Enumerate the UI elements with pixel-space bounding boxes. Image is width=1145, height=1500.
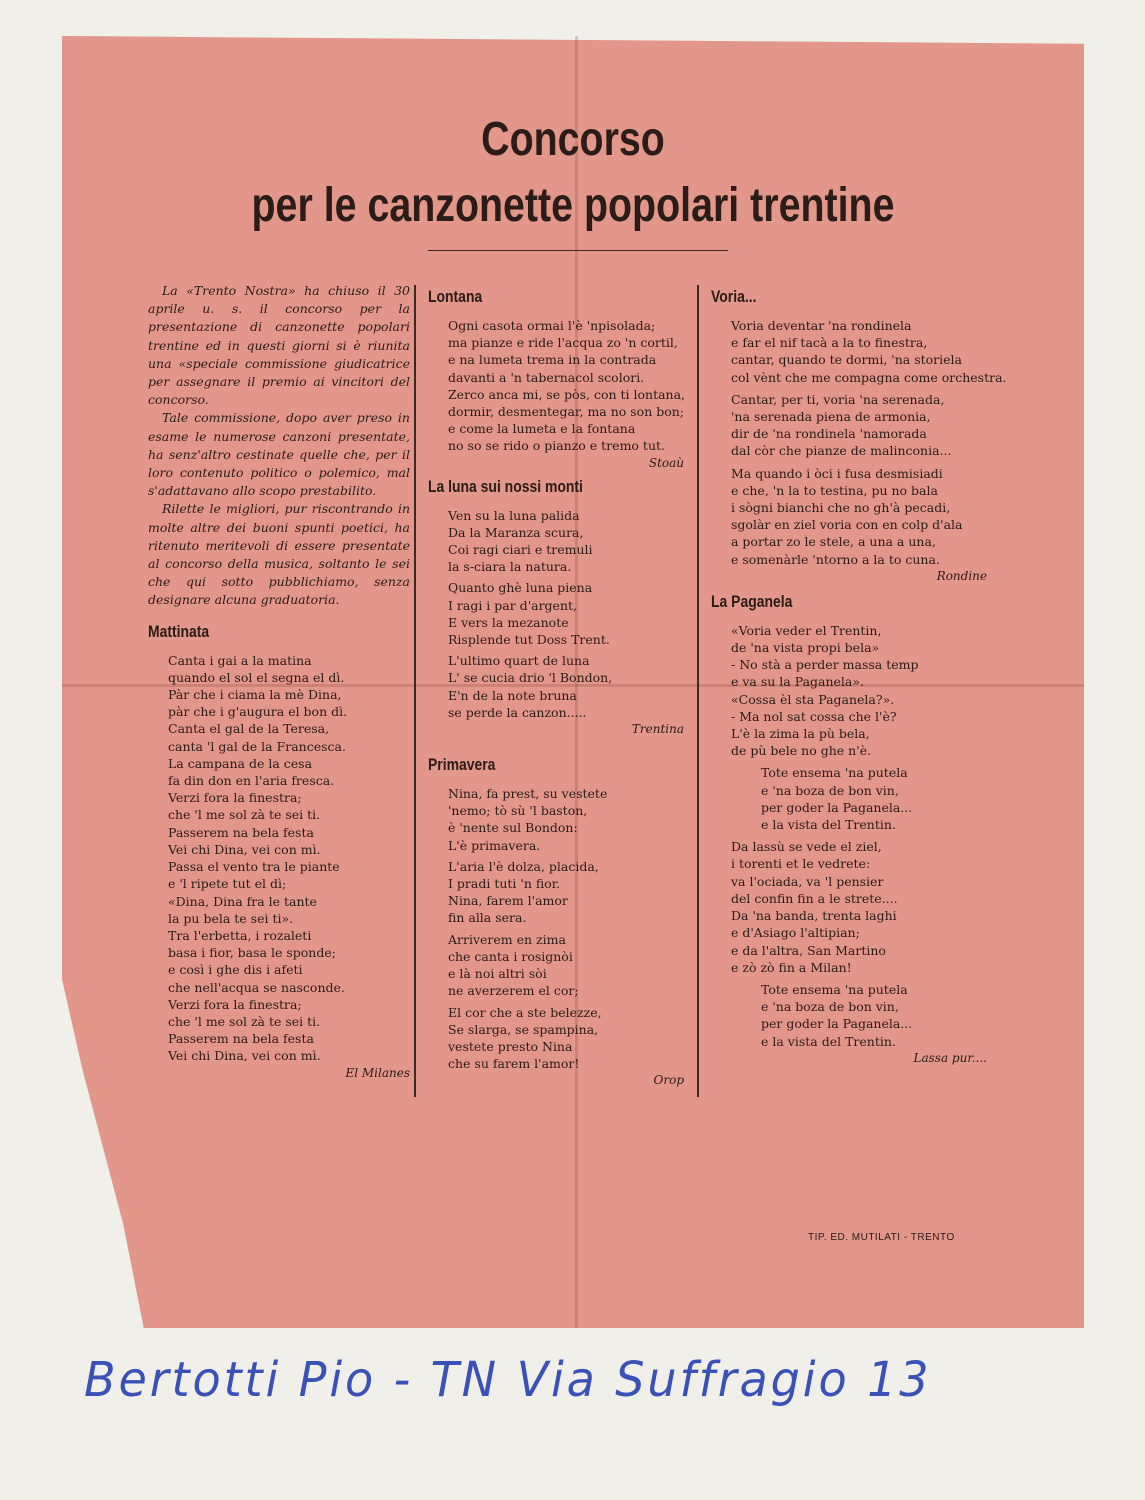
verse-line: e 'na boza de bon vin, [761, 999, 899, 1015]
verse-line: no so se rido o pianzo e tremo tut. [448, 438, 665, 454]
verse-line: E'n de la note bruna [448, 687, 577, 703]
verse-line: i sògni bianchi che no gh'à pecadi, [731, 500, 951, 516]
intro-paragraph: Rilette le migliori, pur riscontrando in molte altre dei buoni spunti poetici, ha ritenuto meritevoli di essere presentate al concorso della musica, soltanto le sei che qui sotto pubblichiamo, senza designare alcuna graduatoria. [148, 501, 410, 608]
verse-line: «Dina, Dina fra le tante [168, 893, 317, 909]
verse-line: per goder la Paganela... [761, 799, 913, 815]
poem-author: Stoaù [648, 455, 684, 470]
poem-title: Mattinata [148, 621, 210, 641]
verse-line: e 'na boza de bon vin, [761, 782, 899, 798]
verse-line: dal còr che pianze de malinconia... [731, 443, 952, 459]
column-divider-left [414, 285, 416, 1097]
verse-line: Da la Maranza scura, [448, 524, 584, 540]
verse-line: Pàr che i ciama la mè Dina, [168, 687, 342, 703]
verse-line: ne averzerem el cor; [448, 983, 579, 999]
verse-line: «Cossa èl sta Paganela?». [731, 691, 895, 707]
verse-line: Risplende tut Doss Trent. [448, 632, 610, 648]
verse-line: col vènt che me compagna come orchestra. [731, 369, 1007, 385]
stanza [428, 1004, 684, 1073]
title-rule [428, 250, 728, 251]
column-divider-right [697, 285, 699, 1097]
verse-line: Nina, farem l'amor [448, 893, 568, 909]
poem-title: La luna sui nossi monti [428, 476, 583, 496]
verse-line: Verzi fora la finestra; [168, 996, 302, 1012]
verse-line: vestete presto Nina [448, 1038, 573, 1054]
stanza [711, 465, 987, 568]
stanza [148, 927, 410, 996]
verse-line: del confin fin a le strete.... [731, 890, 898, 906]
poem-author: El Milanes [345, 1065, 410, 1080]
verse-line: che 'l me sol zà te sei ti. [168, 1013, 321, 1029]
verse-line: dir de 'na rondinela 'namorada [731, 426, 927, 442]
verse-line: che su farem l'amor! [448, 1056, 580, 1072]
stanza [711, 981, 987, 1050]
verse-line: Voria deventar 'na rondinela [731, 318, 912, 333]
verse-line: davanti a 'n tabernacol scolori. [448, 369, 645, 385]
verse-line: e 'l ripete tut el dì; [168, 876, 287, 892]
verse-line: I pradi tuti 'n fior. [448, 876, 561, 892]
verse-line: Passa el vento tra le piante [168, 859, 340, 875]
verse-line: Nina, fa prest, su vestete [448, 786, 608, 802]
verse-line: è 'nente sul Bondon: [448, 820, 578, 836]
poem-title: Primavera [428, 755, 496, 775]
stanza [711, 838, 987, 976]
verse-line: Tote ensema 'na putela [761, 981, 908, 997]
verse-line: e na lumeta trema in la contrada [448, 352, 657, 368]
verse-line: - Ma nol sat cossa che l'è? [731, 708, 897, 724]
poem [428, 755, 684, 1088]
verse-line: La campana de la cesa [168, 755, 313, 771]
stanza [428, 652, 684, 721]
poem-author: Trentina [631, 722, 684, 737]
verse-line: e la vista del Trentin. [761, 1033, 896, 1049]
poem-author: Rondine [936, 568, 987, 583]
verse-line: sgolàr en ziel voria con en colp d'ala [731, 517, 963, 533]
poem [711, 287, 1007, 584]
verse-line: dormir, desmentegar, ma no son bon; [448, 404, 685, 420]
stanza [148, 789, 410, 858]
verse-line: se perde la canzon..... [448, 704, 587, 720]
verse-line: L'ultimo quart de luna [448, 653, 590, 669]
verse-line: e da l'altra, San Martino [731, 942, 886, 958]
title-line-2: per le canzonette popolari trentine [251, 179, 895, 232]
verse-line: per goder la Paganela... [761, 1016, 913, 1032]
verse-line: Zerco anca mi, se pòs, con ti lontana, [448, 386, 686, 402]
verse-line: de pù bele no ghe n'è. [731, 743, 871, 759]
poem-author: Orop [653, 1073, 684, 1088]
verse-line: de 'na vista propi bela» [731, 640, 880, 656]
poem-title: La Paganela [711, 591, 793, 611]
verse-line: e come la lumeta e la fontana [448, 421, 636, 437]
title-line-1: Concorso [481, 113, 665, 166]
verse-line: ma pianze e ride l'acqua zo 'n cortil, [448, 335, 678, 351]
verse-line: Passerem na bela festa [168, 824, 314, 840]
verse-line: i torenti et le vedrete: [731, 856, 871, 872]
verse-line: che canta i rosignòi [448, 948, 573, 964]
stanza [428, 858, 684, 927]
stanza [428, 579, 684, 648]
verse-line: e che, 'n la to testina, pu no bala [731, 482, 938, 498]
verse-line: Verzi fora la finestra; [168, 790, 302, 806]
stanza [148, 652, 410, 790]
poem [428, 477, 684, 737]
verse-line: L'aria l'è dolza, placida, [448, 858, 599, 874]
poem [148, 622, 410, 1081]
stanza [711, 764, 987, 833]
verse-line: Tote ensema 'na putela [761, 765, 908, 781]
stanza [428, 507, 684, 576]
poem-title: Voria... [711, 287, 757, 306]
verse-line: canta 'l gal de la Francesca. [168, 738, 346, 754]
column-left [148, 282, 410, 1081]
verse-line: pàr che i g'augura el bon dì. [168, 704, 348, 720]
verse-line: Arriverem en zima [448, 931, 566, 947]
verse-line: va l'ociada, va 'l pensier [731, 873, 884, 889]
poem-author: Lassa pur.... [913, 1050, 987, 1065]
stanza [148, 996, 410, 1065]
verse-line: e la vista del Trentin. [761, 817, 896, 833]
stanza [428, 317, 684, 455]
poem [711, 592, 987, 1066]
stanza [711, 622, 987, 760]
stanza [428, 785, 684, 854]
verse-line: fin alla sera. [448, 910, 527, 926]
verse-line: basa i fior, basa le sponde; [168, 945, 336, 961]
verse-line: e così i ghe dis i afeti [168, 962, 303, 978]
verse-line: e d'Asiago l'altipian; [731, 925, 860, 941]
verse-line: Passerem na bela festa [168, 1031, 314, 1047]
verse-line: cantar, quando te dormi, 'na storiela [731, 352, 962, 368]
stanza [428, 931, 684, 1000]
verse-line: a portar zo le stele, a una a una, [731, 534, 936, 550]
verse-line: che nell'acqua se nasconde. [168, 979, 345, 995]
verse-line: Da 'na banda, trenta laghi [731, 908, 897, 924]
intro-paragraph: Tale commissione, dopo aver preso in esame le numerose canzoni presentate, ha senz'altro cestinate quelle che, per il loro contenuto politico o polemico, mal s'adattavano allo scopo prestabilito. [148, 410, 410, 499]
verse-line: Coi ragi ciari e tremuli [448, 542, 593, 558]
verse-line: che 'l me sol zà te sei ti. [168, 807, 321, 823]
verse-line: El cor che a ste belezze, [448, 1004, 602, 1020]
verse-line: - No stà a perder massa temp [731, 657, 919, 673]
verse-line: I ragi i par d'argent, [448, 597, 577, 613]
verse-line: L'è la zima la pù bela, [731, 726, 870, 742]
verse-line: Ogni casota ormai l'è 'npisolada; [448, 318, 656, 333]
printer-credit: TIP. ED. MUTILATI - TRENTO [808, 1232, 955, 1243]
verse-line: Ven su la luna palida [448, 507, 580, 523]
poem-title: Lontana [428, 287, 483, 306]
verse-line: Canta i gai a la matina [168, 652, 312, 668]
stanza [148, 858, 410, 927]
verse-line: quando el sol el segna el dì. [168, 669, 345, 685]
verse-line: «Voria veder el Trentin, [731, 622, 882, 638]
verse-line: Ma quando i òci i fusa desmisiadi [731, 465, 943, 481]
verse-line: Canta el gal de la Teresa, [168, 721, 330, 737]
verse-line: Quanto ghè luna piena [448, 580, 593, 596]
poem [428, 287, 684, 471]
verse-line: L'è primavera. [448, 837, 541, 853]
stanza [711, 391, 987, 460]
verse-line: Vei chi Dina, vei con mì. [168, 1048, 321, 1064]
verse-line: fa din don en l'aria fresca. [168, 773, 335, 789]
verse-line: Vei chi Dina, vei con mì. [168, 841, 321, 857]
column-right [711, 287, 1007, 1066]
verse-line: E vers la mezanote [448, 614, 569, 630]
verse-line: 'nemo; tò sù 'l baston, [448, 803, 588, 819]
verse-line: la s-ciara la natura. [448, 559, 572, 575]
verse-line: e far el nif tacà a la to finestra, [731, 335, 928, 351]
verse-line: la pu bela te sei ti». [168, 910, 294, 926]
verse-line: 'na serenada piena de armonia, [731, 409, 931, 425]
verse-line: Da lassù se vede el ziel, [731, 839, 882, 855]
verse-line: e là noi altri sòi [448, 966, 547, 982]
column-middle [428, 287, 684, 1088]
verse-line: Cantar, per ti, voria 'na serenada, [731, 391, 945, 407]
verse-line: e va su la Paganela». [731, 674, 864, 690]
verse-line: L' se cucia drio 'l Bondon, [448, 670, 613, 686]
verse-line: Se slarga, se spampina, [448, 1021, 599, 1037]
verse-line: e zò zò fin a Milan! [731, 959, 852, 975]
verse-line: e somenàrle 'ntorno a la to cuna. [731, 551, 940, 567]
verse-line: Tra l'erbetta, i rozaleti [168, 927, 312, 943]
stanza [711, 317, 1007, 386]
intro-paragraph: La «Trento Nostra» ha chiuso il 30 aprile u. s. il concorso per la presentazione di canzonette popolari trentine ed in questi giorni si è riunita una «speciale commissione giudicatrice per assegnare il premio ai vincitori del concorso. [148, 283, 410, 408]
handwritten-address: Bertotti Pio - TN Via Suffragio 13 [84, 1352, 932, 1408]
